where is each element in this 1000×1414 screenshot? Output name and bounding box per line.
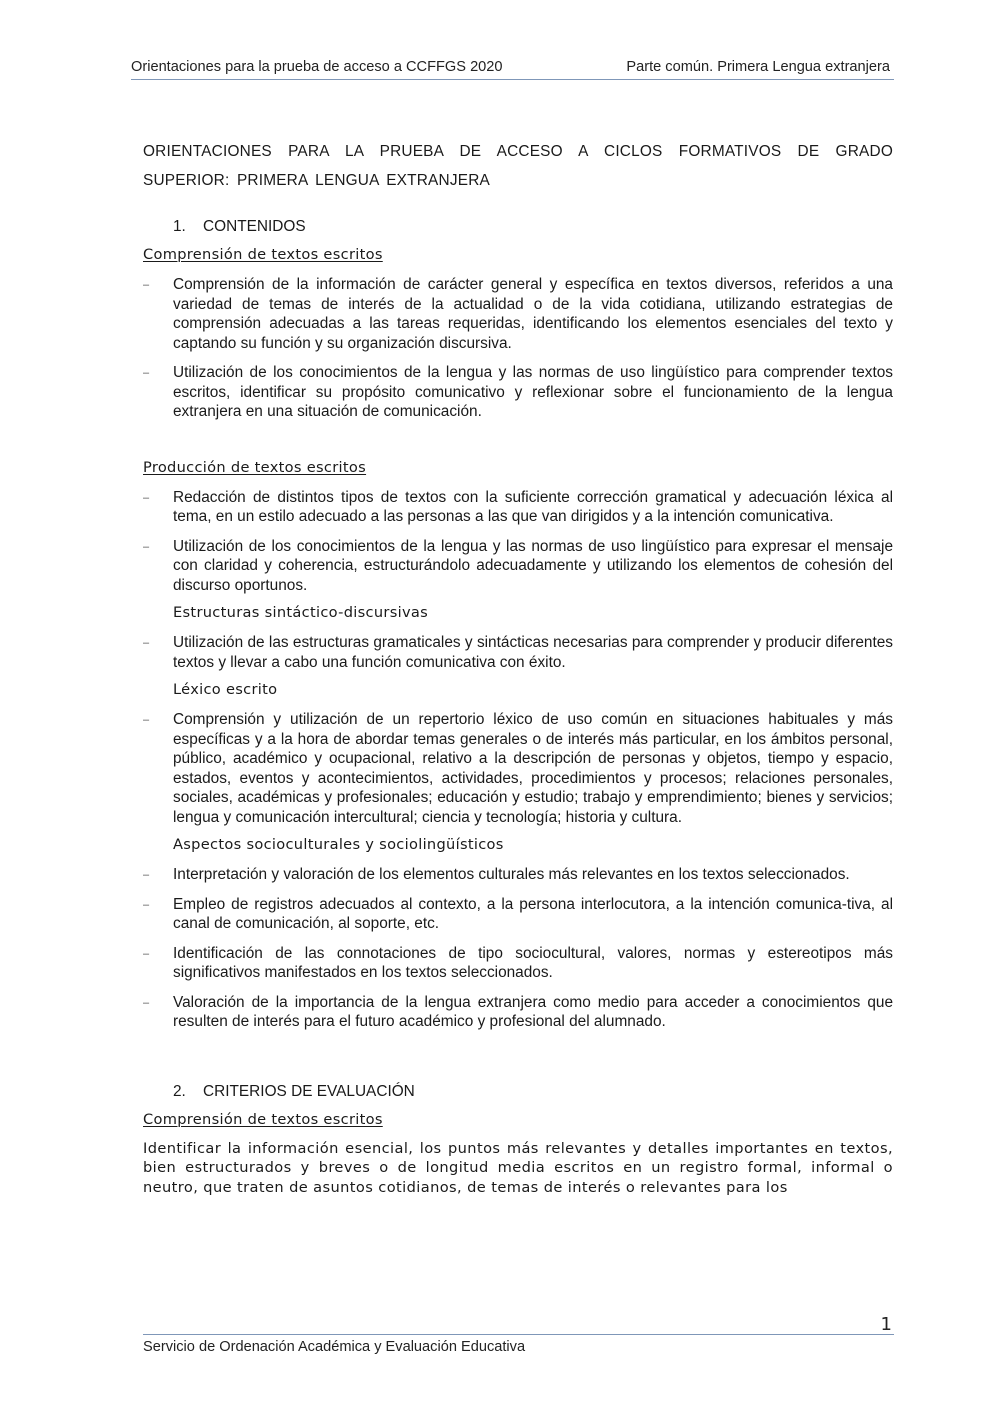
list-item [143, 275, 893, 353]
list-item [143, 537, 893, 596]
list-item-text: Utilización de los conocimientos de la lengua y las normas de uso lingüístico para expresar el mensaje con claridad y coherencia, estructurándolo adecuadamente y utilizando los elementos de cohesión del discurso oportunos. [173, 537, 893, 594]
list-lexico [143, 710, 893, 827]
section-title: CRITERIOS DE EVALUACIÓN [203, 1082, 415, 1100]
dash-bullet-icon: – [143, 367, 150, 379]
dash-bullet-icon: – [143, 637, 150, 649]
dash-bullet-icon: – [143, 898, 150, 911]
list-comprension [143, 275, 893, 422]
list-item [143, 633, 893, 672]
section-number: 2. [173, 1082, 186, 1100]
list-item-text: Empleo de registros adecuados al contexto, a la persona interlocutora, a la intención comunica-tiva, al canal de comunicación, al soporte, etc. [173, 895, 893, 932]
list-item [143, 710, 893, 827]
list-produccion [143, 488, 893, 596]
document-title [143, 137, 893, 195]
title-line-1: ORIENTACIONES PARA LA PRUEBA DE ACCESO A CICLOS FORMATIVOS DE GRADO [143, 143, 893, 160]
subsection-aspectos: Aspectos socioculturales y sociolingüísticos [173, 836, 504, 853]
dash-bullet-icon: – [143, 279, 150, 291]
list-item-text: Utilización de las estructuras gramaticales y sintácticas necesarias para comprender y producir diferentes textos y llevar a cabo una función comunicativa con éxito. [173, 634, 893, 671]
header-right: Parte común. Primera Lengua extranjera [626, 59, 890, 75]
dash-bullet-icon: – [143, 491, 150, 504]
dash-bullet-icon: – [143, 947, 150, 960]
dash-bullet-icon: – [143, 869, 150, 881]
page-header [131, 59, 894, 80]
criterios-paragraph: Identificar la información esencial, los puntos más relevantes y detalles importantes en textos, bien estructurados y breves o de longitud media escritos en un registro formal, informal o neutro, que traten de asuntos cotidianos, de temas de interés o relevantes para los [143, 1139, 893, 1196]
dash-bullet-icon: – [143, 714, 150, 726]
subheading-text: Comprensión de textos escritos [143, 1110, 383, 1128]
page-content [143, 137, 893, 1212]
list-item [143, 895, 893, 934]
subheading-comprension [143, 245, 893, 265]
header-left: Orientaciones para la prueba de acceso a CCFFGS 2020 [131, 59, 503, 75]
title-line-2: SUPERIOR: PRIMERA LENGUA EXTRANJERA [143, 172, 490, 189]
dash-bullet-icon: – [143, 540, 150, 553]
dash-bullet-icon: – [143, 996, 150, 1009]
subsection-lexico: Léxico escrito [173, 681, 278, 698]
page-footer [143, 1334, 894, 1355]
page-number: 1 [880, 1314, 892, 1335]
section-heading-criterios [173, 1082, 893, 1102]
list-item-text: Interpretación y valoración de los elementos culturales más relevantes en los textos seleccionados. [173, 866, 850, 883]
subheading-text: Producción de textos escritos [143, 458, 367, 476]
section-heading-contenidos [173, 217, 893, 237]
list-item-text: Utilización de los conocimientos de la lengua y las normas de uso lingüístico para comprender textos escritos, identificar su propósito comunicativo y reflexionar sobre el funcionamiento de la lengua extranjera en una situación de comunicación. [173, 364, 893, 420]
list-estructuras [143, 633, 893, 672]
list-item [143, 865, 893, 885]
footer-text: Servicio de Ordenación Académica y Evaluación Educativa [143, 1339, 526, 1355]
subheading-produccion [143, 458, 893, 478]
subsection-estructuras: Estructuras sintáctico-discursivas [173, 604, 429, 621]
subheading-criterios-comprension [143, 1110, 893, 1130]
list-item-text: Valoración de la importancia de la lengua extranjera como medio para acceder a conocimientos que resulten de interés para el futuro académico y profesional del alumnado. [173, 993, 893, 1030]
list-item-text: Redacción de distintos tipos de textos con la suficiente corrección gramatical y adecuación léxica al tema, en un estilo adecuado a las personas a las que van dirigidos y a la intención comunicativa. [173, 488, 893, 525]
list-item-text: Comprensión de la información de carácter general y específica en textos diversos, referidos a una variedad de temas de interés de la actualidad o de la vida cotidiana, utilizando estrategias de comprensión adecuadas a las tareas requeridas, identificando los elementos esenciales del texto y captando su función y su organización discursiva. [173, 276, 893, 352]
list-aspectos [143, 865, 893, 1032]
section-title: CONTENIDOS [203, 218, 306, 235]
section-number: 1. [173, 218, 186, 235]
list-item [143, 363, 893, 422]
list-item-text: Comprensión y utilización de un repertorio léxico de uso común en situaciones habituales y más específicas y a la hora de abordar temas generales o de interés más particular, en los ámbitos personal, público, académico y ocupacional, relativo a la descripción de personas y objetos, tiempo y espacio, estados, eventos y acontecimientos, actividades, procedimientos y procesos; relaciones personales, sociales, académicas y profesionales; educación y estudio; trabajo y emprendimiento; bienes y servicios; lengua y comunicación intercultural; ciencia y tecnología; historia y cultura. [173, 711, 893, 826]
list-item [143, 993, 893, 1032]
list-item-text: Identificación de las connotaciones de tipo sociocultural, valores, normas y estereotipos más significativos manifestados en los textos seleccionados. [173, 944, 893, 981]
list-item [143, 488, 893, 527]
list-item [143, 944, 893, 983]
subheading-text: Comprensión de textos escritos [143, 246, 383, 263]
